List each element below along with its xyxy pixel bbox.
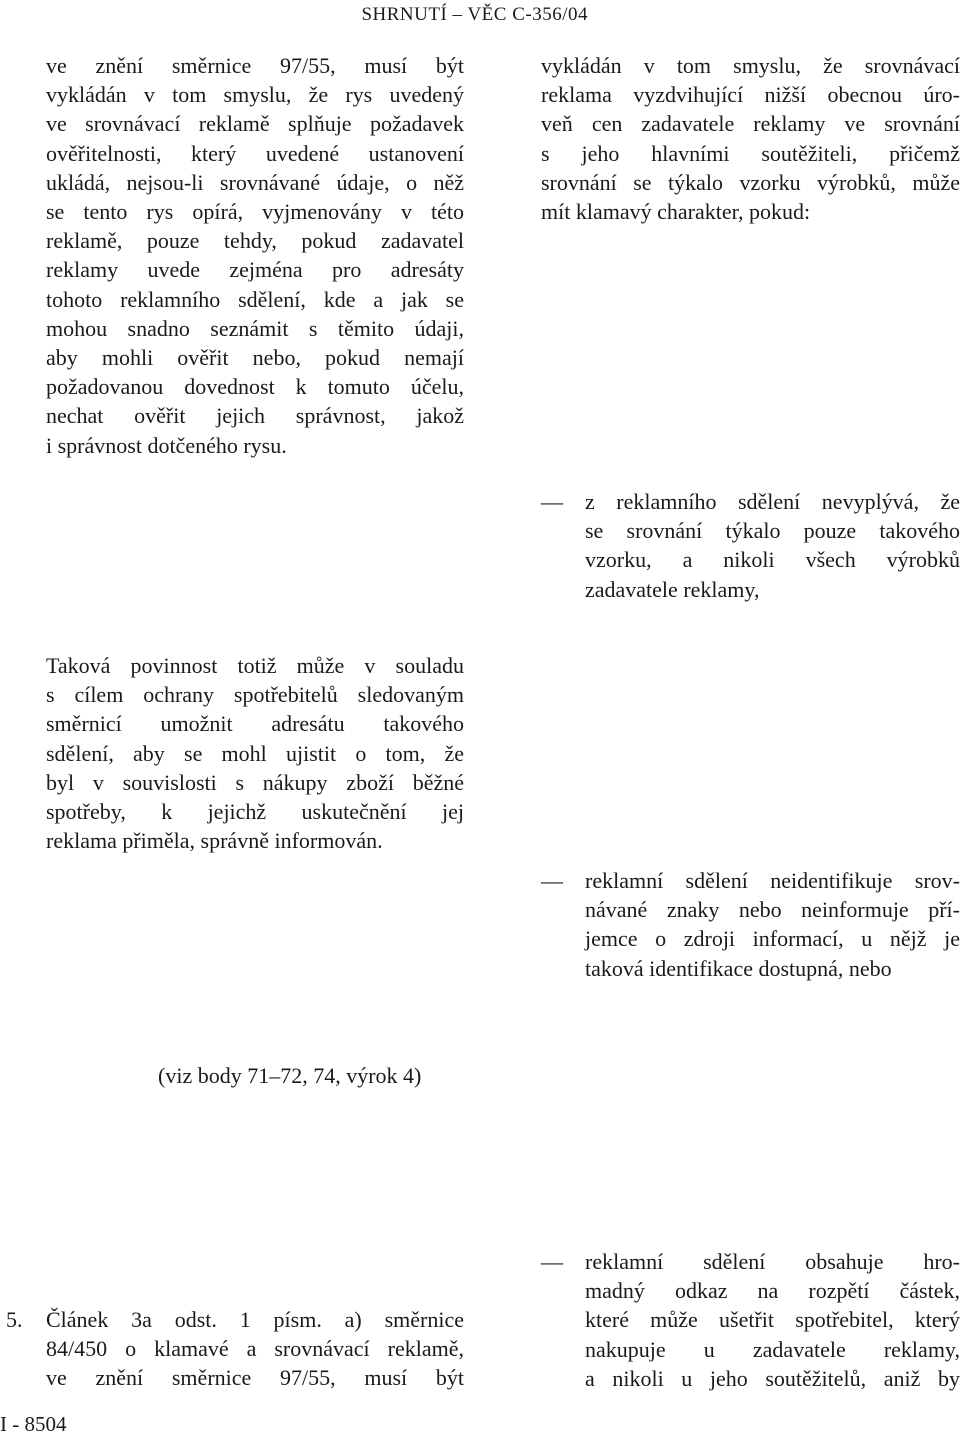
left-paragraph-1 — [46, 51, 464, 460]
page-number: I - 8504 — [0, 1412, 67, 1436]
text-line: reklama vyzdvihující nižší obecnou úro- — [541, 82, 960, 108]
text-line: ukládá, nejsou-li srovnávané údaje, o něž — [46, 169, 464, 195]
text-line: ve srovnávací reklamě splňuje požadavek — [46, 111, 464, 137]
item-number: 5. — [6, 1307, 23, 1332]
text-line: i správnost dotčeného rysu. — [46, 432, 287, 458]
text-line: Taková povinnost totiž může v souladu — [46, 653, 464, 678]
dash-marker: — — [541, 1249, 563, 1274]
text-line: taková identifikace dostupná, nebo — [585, 955, 892, 981]
text-line: reklamě, pouze tehdy, pokud zadavatel — [46, 228, 464, 254]
text-line: spotřeby, k jejichž uskutečnění jej — [46, 799, 464, 825]
text-line: srovnání se týkalo vzorku výrobků, může — [541, 169, 960, 195]
text-line: návané znaky nebo neinformuje pří- — [585, 897, 960, 923]
text-line: byl v souvislosti s nákupy zboží běžné — [46, 769, 464, 795]
reference-note: (viz body 71–72, 74, výrok 4) — [158, 1063, 422, 1088]
text-line: ve znění směrnice 97/55, musí být — [46, 53, 464, 78]
text-line: veň cen zadavatele reklamy ve srovnání — [541, 111, 960, 137]
text-line: aby mohli ověřit nebo, pokud nemají — [46, 345, 464, 371]
text-line: které může ušetřit spotřebitel, který — [585, 1307, 960, 1333]
text-line: se srovnání týkalo pouze takového — [585, 518, 960, 544]
dash-marker: — — [541, 489, 563, 514]
text-line: s cílem ochrany spotřebitelů sledovaným — [46, 682, 464, 708]
text-line: Článek 3a odst. 1 písm. a) směrnice — [46, 1307, 464, 1332]
text-line: ověřitelnosti, který uvedené ustanovení — [46, 140, 464, 166]
text-line: tohoto reklamního sdělení, kde a jak se — [46, 286, 464, 312]
text-line: jemce o zdroji informací, u nějž je — [585, 926, 960, 952]
dash-marker: — — [541, 868, 563, 893]
right-paragraph-1 — [541, 51, 960, 226]
text-line: reklamní sdělení obsahuje hro- — [585, 1249, 960, 1274]
item-5-paragraph — [46, 1305, 464, 1393]
text-line: madný odkaz na rozpětí částek, — [585, 1278, 960, 1304]
text-line: sdělení, aby se mohl ujistit o tom, že — [46, 740, 464, 766]
text-line: zadavatele reklamy, — [585, 576, 760, 602]
text-line: z reklamního sdělení nevyplývá, že — [585, 489, 960, 514]
text-line: reklamní sdělení neidentifikuje srov- — [585, 868, 960, 893]
text-line: směrnicí umožnit adresátu takového — [46, 711, 464, 737]
text-line: vykládán v tom smyslu, že srovnávací — [541, 53, 960, 78]
text-line: ve znění směrnice 97/55, musí být — [46, 1365, 464, 1391]
text-line: reklama přiměla, správně informován. — [46, 828, 383, 854]
text-line: mít klamavý charakter, pokud: — [541, 199, 811, 225]
text-line: mohou snadno seznámit s těmito údaji, — [46, 315, 464, 341]
text-line: reklamy uvede zejména pro adresáty — [46, 257, 464, 283]
text-line: vzorku, a nikoli všech výrobků — [585, 547, 960, 573]
text-line: požadovanou dovednost k tomuto účelu, — [46, 374, 464, 400]
text-line: 84/450 o klamavé a srovnávací reklamě, — [46, 1336, 464, 1362]
text-line: se tento rys opírá, vyjmenovány v této — [46, 199, 464, 225]
left-paragraph-2 — [46, 651, 464, 855]
text-line: s jeho hlavními soutěžiteli, přičemž — [541, 140, 960, 166]
text-line: a nikoli u jeho soutěžitelů, aniž by — [585, 1365, 960, 1391]
text-line: nechat ověřit jejich správnost, jakož — [46, 403, 464, 429]
running-header: SHRNUTÍ – VĚC C-356/04 — [361, 4, 588, 25]
text-line: nakupuje u zadavatele reklamy, — [585, 1336, 960, 1362]
text-line: vykládán v tom smyslu, že rys uvedený — [46, 82, 464, 108]
